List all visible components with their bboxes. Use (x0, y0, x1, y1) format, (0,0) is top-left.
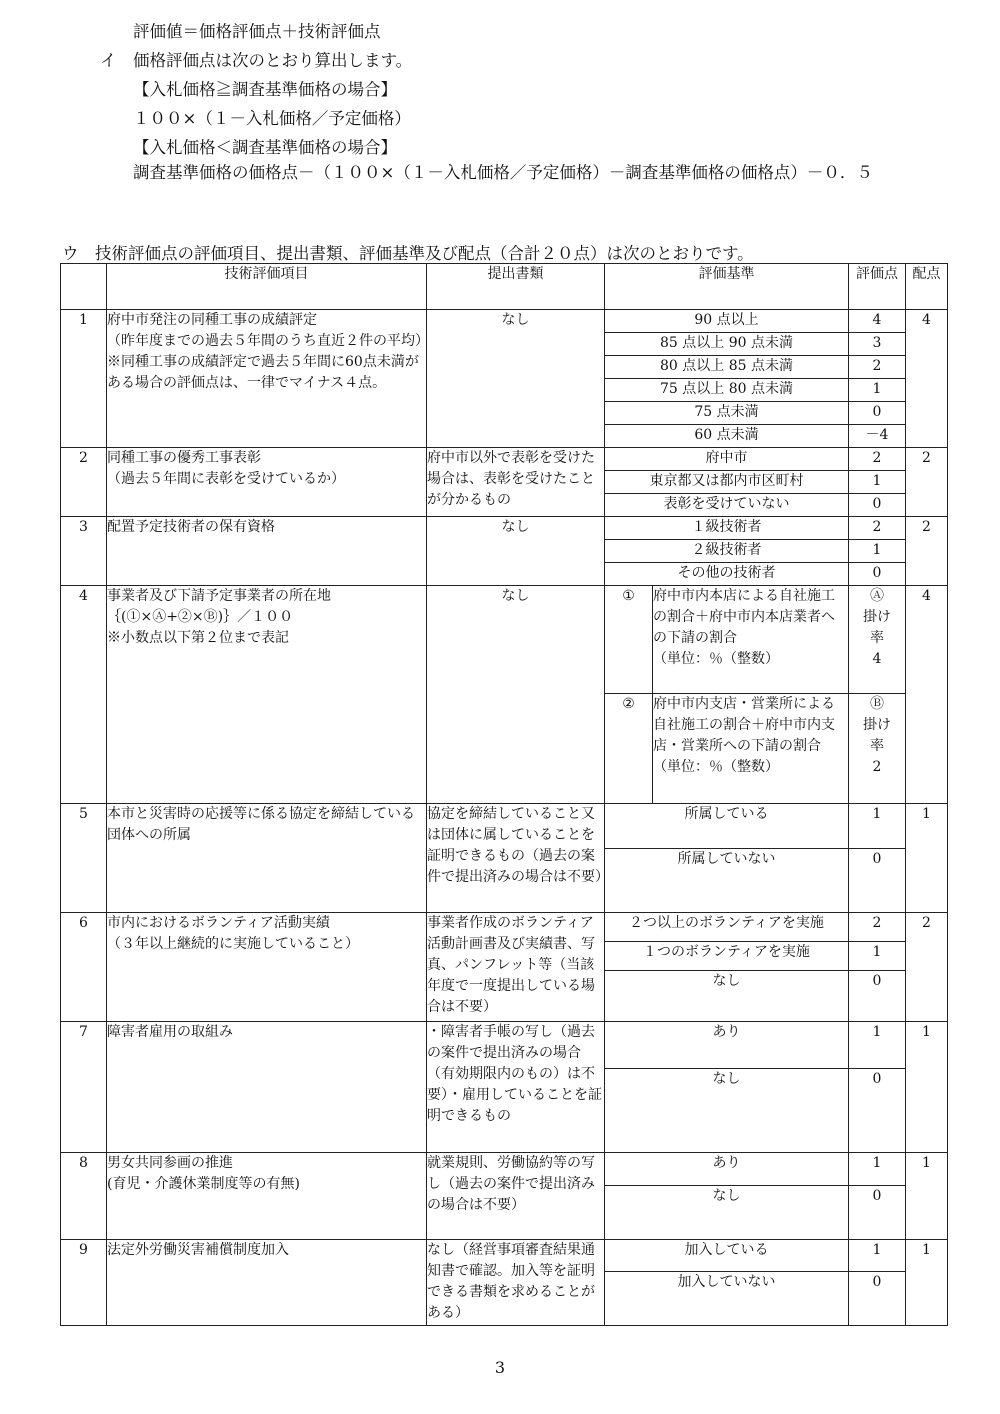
item-cell (107, 1022, 427, 1153)
rate-cell (849, 586, 906, 694)
sub-criteria-text: 府中市内支店・営業所による自社施工の割合＋府中市内支店・営業所への下請の割合 (653, 696, 835, 754)
row-number: 7 (61, 1022, 107, 1153)
item-cell (107, 310, 427, 448)
item-cell (107, 448, 427, 517)
criteria-label: なし (605, 971, 849, 1022)
criteria-label: 80 点以上 85 点未満 (605, 356, 849, 379)
item-note: （３年以上継続的に実施していること） (107, 936, 359, 952)
intro-line-6: 調査基準価格の価格点－（１００×（１－入札価格／予定価格）－調査基準価格の価格点）－０．５ (133, 163, 873, 182)
criteria-label: 85 点以上 90 点未満 (605, 333, 849, 356)
item-title: 市内におけるボランティア活動実績 (107, 915, 330, 931)
row-number: 2 (61, 448, 107, 517)
doc-cell: なし（経営事項審査結果通知書で確認。加入等を証明できる書類を求めることがある） (427, 1240, 605, 1326)
rate-mark: Ⓐ (870, 588, 884, 604)
item-title: 本市と災害時の応援等に係る協定を締結している団体への所属 (107, 806, 415, 843)
item-cell (107, 804, 427, 913)
criteria-score: 4 (849, 310, 906, 333)
item-cell (107, 1153, 427, 1240)
criteria-label: 加入していない (605, 1272, 849, 1326)
points-cell: 1 (906, 1240, 948, 1326)
criteria-score: 2 (849, 448, 906, 471)
table-row (61, 517, 948, 540)
table-row (61, 310, 948, 333)
item-formula: ｛(①×Ⓐ+②×Ⓑ)｝／１００ (107, 609, 294, 625)
criteria-label: 加入している (605, 1240, 849, 1272)
sub-mark: ① (605, 586, 653, 694)
intro-line-3: 【入札価格≧調査基準価格の場合】 (133, 80, 397, 99)
criteria-label: その他の技術者 (605, 563, 849, 586)
item-note: ※同種工事の成績評定で過去５年間に60点未満がある場合の評価点は、一律でマイナス４点。 (107, 354, 419, 391)
doc-cell: ・障害者手帳の写し（過去の案件で提出済みの場合（有効期限内のもの）は不要）・雇用していることを証明できるもの (427, 1022, 605, 1153)
points-cell: 2 (906, 448, 948, 517)
table-row (61, 586, 948, 694)
intro-line-5: 【入札価格＜調査基準価格の場合】 (133, 138, 397, 157)
criteria-score: 1 (849, 942, 906, 971)
doc-cell: 協定を締結していること又は団体に属していることを証明できるもの（過去の案件で提出済みの場合は不要） (427, 804, 605, 913)
table-header-row (61, 264, 948, 310)
item-note: （過去５年間に表彰を受けているか） (107, 471, 345, 487)
header-score: 評価点 (849, 264, 906, 310)
criteria-score: 1 (849, 471, 906, 494)
sub-criteria-text: 府中市内本店による自社施工の割合＋府中市内本店業者への下請の割合 (653, 588, 835, 646)
item-title: 法定外労働災害補償制度加入 (107, 1242, 289, 1258)
sub-criteria-unit: （単位：％（整数） (653, 651, 779, 667)
criteria-label: 所属していない (605, 849, 849, 913)
criteria-score: 0 (849, 494, 906, 517)
row-number: 8 (61, 1153, 107, 1240)
item-note: （昨年度までの過去５年間のうち直近２件の平均） (107, 333, 429, 349)
criteria-score: 0 (849, 402, 906, 425)
points-cell: 4 (906, 586, 948, 804)
page-number: 3 (494, 1358, 506, 1377)
item-title: 同種工事の優秀工事表彰 (107, 450, 261, 466)
header-no (61, 264, 107, 310)
criteria-score: －4 (849, 425, 906, 448)
item-title: 配置予定技術者の保有資格 (107, 519, 275, 535)
rate-cell (849, 694, 906, 804)
criteria-label: 府中市 (605, 448, 849, 471)
criteria-score: 1 (849, 1240, 906, 1272)
criteria-score: 1 (849, 1153, 906, 1186)
points-cell: 1 (906, 1153, 948, 1240)
sub-criteria-unit: （単位：％（整数） (653, 759, 779, 775)
doc-cell: 事業者作成のボランティア活動計画書及び実績書、写真、パンフレット等（当該年度で一度提出している場合は不要） (427, 913, 605, 1022)
doc-cell: なし (427, 586, 605, 804)
criteria-label: なし (605, 1186, 849, 1240)
table-row (61, 1022, 948, 1069)
row-number: 4 (61, 586, 107, 804)
header-criteria: 評価基準 (605, 264, 849, 310)
criteria-label: ２つ以上のボランティアを実施 (605, 913, 849, 942)
item-title: 事業者及び下請予定事業者の所在地 (107, 588, 331, 604)
criteria-score: 0 (849, 849, 906, 913)
row-number: 9 (61, 1240, 107, 1326)
criteria-label: 60 点未満 (605, 425, 849, 448)
header-item: 技術評価項目 (107, 264, 427, 310)
intro-line-4: １００×（１－入札価格／予定価格） (133, 109, 411, 128)
rate-label: 掛け率 (863, 609, 891, 646)
table-row (61, 804, 948, 849)
criteria-label: 75 点以上 80 点未満 (605, 379, 849, 402)
points-cell: 1 (906, 804, 948, 913)
criteria-score: 0 (849, 971, 906, 1022)
item-cell (107, 913, 427, 1022)
row-number: 5 (61, 804, 107, 913)
criteria-score: 2 (849, 913, 906, 942)
criteria-label: １級技術者 (605, 517, 849, 540)
header-doc: 提出書類 (427, 264, 605, 310)
table-row (61, 1153, 948, 1186)
rate-value: 4 (872, 651, 882, 667)
doc-cell: 府中市以外で表彰を受けた場合は、表彰を受けたことが分かるもの (427, 448, 605, 517)
criteria-label: あり (605, 1153, 849, 1186)
criteria-score: 0 (849, 563, 906, 586)
criteria-label: ２級技術者 (605, 540, 849, 563)
row-number: 3 (61, 517, 107, 586)
criteria-label: 所属している (605, 804, 849, 849)
sub-criteria (653, 694, 849, 804)
criteria-score: 1 (849, 540, 906, 563)
intro-line-2: イ 価格評価点は次のとおり算出します。 (100, 51, 413, 70)
criteria-score: 1 (849, 379, 906, 402)
section-title: ウ 技術評価点の評価項目、提出書類、評価基準及び配点（合計２０点）は次のとおりです。 (62, 244, 754, 263)
criteria-label: あり (605, 1022, 849, 1069)
item-note: (育児・介護休業制度等の有無) (107, 1176, 300, 1192)
sub-mark: ② (605, 694, 653, 804)
doc-cell: なし (427, 310, 605, 448)
item-title: 男女共同参画の推進 (107, 1155, 233, 1171)
points-cell: 1 (906, 1022, 948, 1153)
criteria-score: 2 (849, 517, 906, 540)
item-cell (107, 1240, 427, 1326)
criteria-label: １つのボランティアを実施 (605, 942, 849, 971)
item-title: 障害者雇用の取組み (107, 1024, 233, 1040)
table-row (61, 448, 948, 471)
sub-criteria (653, 586, 849, 694)
row-number: 6 (61, 913, 107, 1022)
criteria-label: 東京都又は都内市区町村 (605, 471, 849, 494)
doc-cell: 就業規則、労働協約等の写し（過去の案件で提出済みの場合は不要） (427, 1153, 605, 1240)
criteria-score: 0 (849, 1272, 906, 1326)
criteria-label: 90 点以上 (605, 310, 849, 333)
points-cell: 4 (906, 310, 948, 448)
criteria-score: 1 (849, 804, 906, 849)
header-points: 配点 (906, 264, 948, 310)
item-cell (107, 586, 427, 804)
item-cell (107, 517, 427, 586)
table-row (61, 913, 948, 942)
criteria-label: 75 点未満 (605, 402, 849, 425)
criteria-label: 表彰を受けていない (605, 494, 849, 517)
rate-mark: Ⓑ (870, 696, 884, 712)
points-cell: 2 (906, 913, 948, 1022)
criteria-label: なし (605, 1069, 849, 1153)
evaluation-table (60, 263, 948, 1326)
table-row (61, 1240, 948, 1272)
intro-line-1: 評価値＝価格評価点＋技術評価点 (133, 22, 381, 41)
criteria-score: 1 (849, 1022, 906, 1069)
criteria-score: 3 (849, 333, 906, 356)
item-title: 府中市発注の同種工事の成績評定 (107, 312, 317, 328)
item-note: ※小数点以下第２位まで表記 (107, 630, 289, 646)
rate-value: 2 (872, 759, 882, 775)
criteria-score: 0 (849, 1069, 906, 1153)
row-number: 1 (61, 310, 107, 448)
criteria-score: 0 (849, 1186, 906, 1240)
points-cell: 2 (906, 517, 948, 586)
rate-label: 掛け率 (863, 717, 891, 754)
doc-cell: なし (427, 517, 605, 586)
criteria-score: 2 (849, 356, 906, 379)
